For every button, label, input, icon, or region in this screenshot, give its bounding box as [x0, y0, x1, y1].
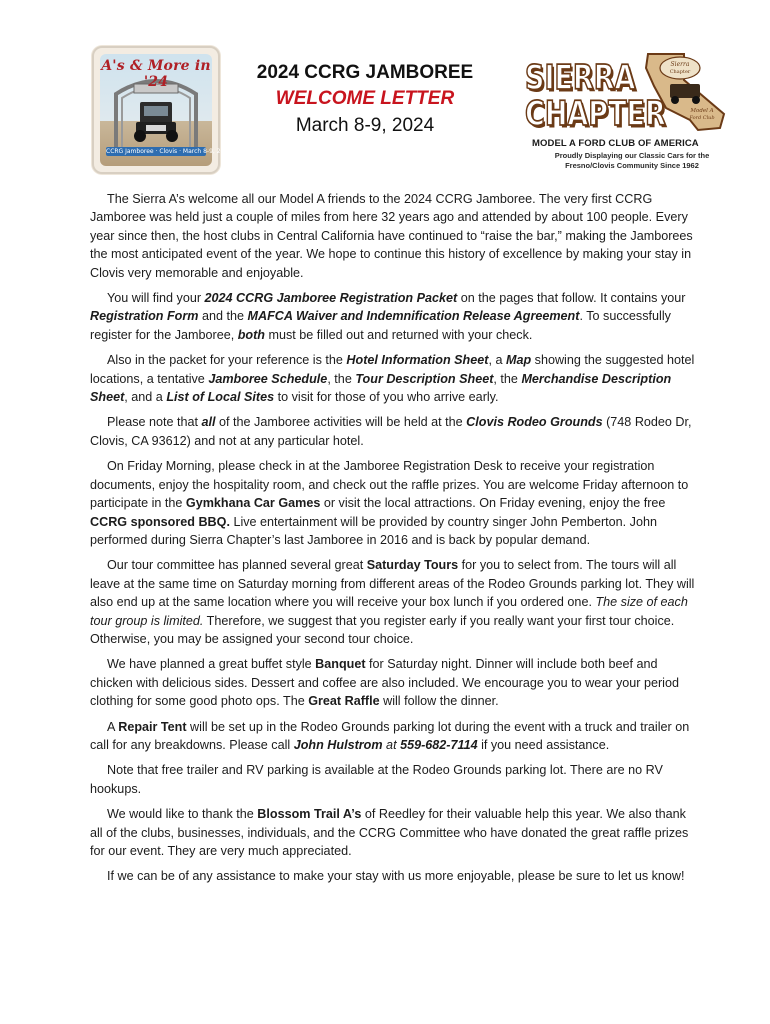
sierra-chapter-logo [522, 50, 730, 172]
jamboree-logo-footer: CCRG Jamboree · Clovis · March 8-9, 2024 [106, 148, 232, 155]
jamboree-logo-title: A's & More in '24 [101, 58, 211, 90]
paragraph-parking: Note that free trailer and RV parking is available at the Rodeo Grounds parking lot. There are no RV hookups. [90, 763, 663, 796]
letter-heading [230, 60, 500, 140]
club-tagline-line-1: Proudly Displaying our Classic Cars for the [554, 151, 710, 160]
jamboree-logo-artwork [100, 54, 232, 166]
badge-text-2: Chapter [669, 69, 691, 75]
paragraph-friday: On Friday Morning, please check in at the Jamboree Registration Desk to receive your registration documents, enjoy the hospitality room, and check out the raffle prizes. You are welcome Friday afternoon to participate in the Gymkhana Car Games or visit the local attractions. On Friday evening, enjoy the free CCRG sponsored BBQ. Live entertainment will be provided by country singer John Pemberton. John performed during Sierra Chapter’s last Jamboree in 2016 and is back by popular demand. [90, 459, 689, 547]
paragraph-registration-packet: You will find your 2024 CCRG Jamboree Registration Packet on the pages that follow. It contains your Registration Form and the MAFCA Waiver and Indemnification Release Agreement. To successfully register for the Jamboree, both must be filled out and returned with your check. [90, 291, 686, 342]
paragraph-closing: If we can be of any assistance to make your stay with us more enjoyable, please be sure to let us know! [107, 869, 685, 884]
badge-text-1: Sierra [670, 61, 690, 68]
event-date: March 8-9, 2024 [295, 115, 435, 136]
sierra-word: SIERRA [525, 58, 636, 98]
chapter-word: CHAPTER [525, 94, 666, 134]
badge-text-4: Ford Club [689, 115, 715, 121]
paragraph-venue: Please note that all of the Jamboree activities will be held at the Clovis Rodeo Grounds (748 Rodeo Dr, Clovis, CA 93612) and not at any particular hotel. [90, 415, 692, 448]
badge-text-3: Model A [690, 108, 714, 114]
paragraph-banquet: We have planned a great buffet style Banquet for Saturday night. Dinner will include both beef and chicken with delicious sides. Dessert and coffee are also included. We encourage you to wear your period clothing for some good photo ops. The Great Raffle will follow the dinner. [90, 657, 679, 709]
paragraph-packet-contents: Also in the packet for your reference is the Hotel Information Sheet, a Map showing the suggested hotel locations, a tentative Jamboree Schedule, the Tour Description Sheet, the Merchandise Description Sheet, and a List of Local Sites to visit for those of you who arrive early. [90, 353, 695, 405]
jamboree-logo [92, 46, 232, 174]
paragraph-welcome: The Sierra A’s welcome all our Model A friends to the 2024 CCRG Jamboree. The very first CCRG Jamboree was held just a couple of miles from here 32 years ago and attended by about 100 people. Every year since then, the host clubs in Central California have continued to “raise the bar,” making the Jamborees the most anticipated event of the year. We hope to continue this history of excellence by making your stay in Clovis very memorable and enjoyable. [90, 192, 693, 280]
page-title: 2024 CCRG JAMBOREE [256, 62, 474, 83]
club-name: MODEL A FORD CLUB OF AMERICA [532, 138, 699, 149]
paragraph-repair-tent: A Repair Tent will be set up in the Rodeo Grounds parking lot during the event with a truck and trailer on call for any breakdowns. Please call John Hulstrom at 559-682-7114 if you need assistance. [90, 719, 690, 752]
sierra-chapter-wordmark [517, 58, 666, 134]
letter-body [90, 190, 696, 893]
club-tagline [532, 151, 732, 171]
page-subtitle: WELCOME LETTER [275, 88, 455, 109]
club-tagline-line-2: Fresno/Clovis Community Since 1962 [565, 161, 699, 170]
paragraph-saturday-tours: Our tour committee has planned several great Saturday Tours for you to select from. The tours will all leave at the same time on Saturday morning from different areas of the Rodeo Grounds parking lot. They will also end up at the same location where you will receive your box lunch if you ordered one. The size of each tour group is limited. Therefore, we suggest that you register early if you really want your first tour choice. Otherwise, you may be assigned your second tour choice. [90, 558, 695, 646]
paragraph-thanks: We would like to thank the Blossom Trail A’s of Reedley for their valuable help this year. We also thank all of the clubs, businesses, individuals, and the CCRG Committee who have donated the great raffle prizes for our event. They are very much appreciated. [90, 807, 689, 858]
